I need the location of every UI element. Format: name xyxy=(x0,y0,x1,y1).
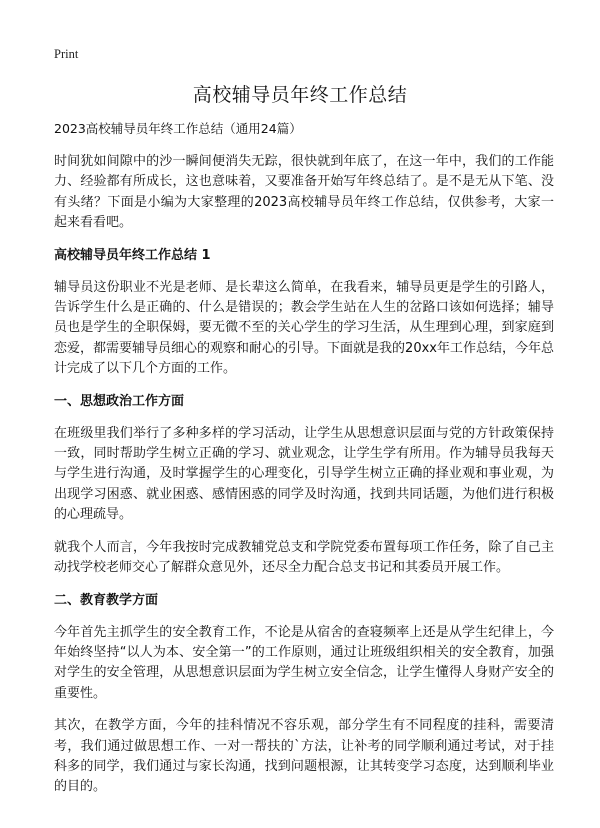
ideology-paragraph-2: 就我个人而言，今年我按时完成教辅党总支和学院党委布置每项工作任务，除了自己主动找学校老师交心了解群众意见外，还尽全力配合总支书记和其委员开展工作。 xyxy=(54,539,554,576)
teaching-paragraph-2: 其次，在教学方面，今年的挂科情况不容乐观，部分学生有不同程度的挂科，需要清考，我们通过做思想工作、一对一帮扶的`方法，让补考的同学顺利通过考试，对于挂科多的同学，我们通过与家长沟通，找到问题根源，让其转变学习态度，达到顺利毕业的目的。 xyxy=(54,718,554,795)
section-heading-ideology: 一、思想政治工作方面 xyxy=(54,393,185,409)
ideology-paragraph-1: 在班级里我们举行了多种多样的学习活动，让学生从思想意识层面与党的方针政策保持一致，同时帮助学生树立正确的学习、就业观念，让学生学有所用。作为辅导员我每天与学生进行沟通，及时掌握学生的心理变化，引导学生树立正确的择业观和事业观，为出现学习困惑、就业困惑、感情困惑的同学及时沟通，找到共同话题，为他们进行积极的心理疏导。 xyxy=(54,425,554,523)
section-heading-teaching: 二、教育教学方面 xyxy=(54,592,159,608)
page-title: 高校辅导员年终工作总结 xyxy=(192,84,408,106)
article-subtitle: 2023高校辅导员年终工作总结（通用24篇） xyxy=(54,121,302,136)
print-link[interactable]: Print xyxy=(54,47,79,61)
section-heading-summary-1: 高校辅导员年终工作总结 1 xyxy=(54,247,211,263)
teaching-paragraph-1: 今年首先主抓学生的安全教育工作，不论是从宿舍的查寝频率上还是从学生纪律上，今年始终坚持“以人为本、安全第一”的工作原则，通过让班级组织相关的安全教育，加强对学生的安全管理，从思想意识层面为学生树立安全信念，让学生懂得人身财产安全的重要性。 xyxy=(54,624,554,701)
summary-1-paragraph: 辅导员这份职业不光是老师、是长辈这么简单，在我看来，辅导员更是学生的引路人，告诉学生什么是正确的、什么是错误的；教会学生站在人生的岔路口该如何选择；辅导员也是学生的全职保姆，要无微不至的关心学生的学习生活，从生理到心理，到家庭到恋爱，都需要辅导员细心的观察和耐心的引导。下面就是我的20xx年工作总结，今年总计完成了以下几个方面的工作。 xyxy=(54,279,554,377)
article-body xyxy=(54,120,554,810)
intro-paragraph: 时间犹如间隙中的沙一瞬间便消失无踪，很快就到年底了，在这一年中，我们的工作能力、经验都有所成长，这也意味着，又要准备开始写年终总结了。是不是无从下笔、没有头绪？下面是小编为大家整理的2023高校辅导员年终工作总结，仅供参考，大家一起来看看吧。 xyxy=(54,154,554,231)
